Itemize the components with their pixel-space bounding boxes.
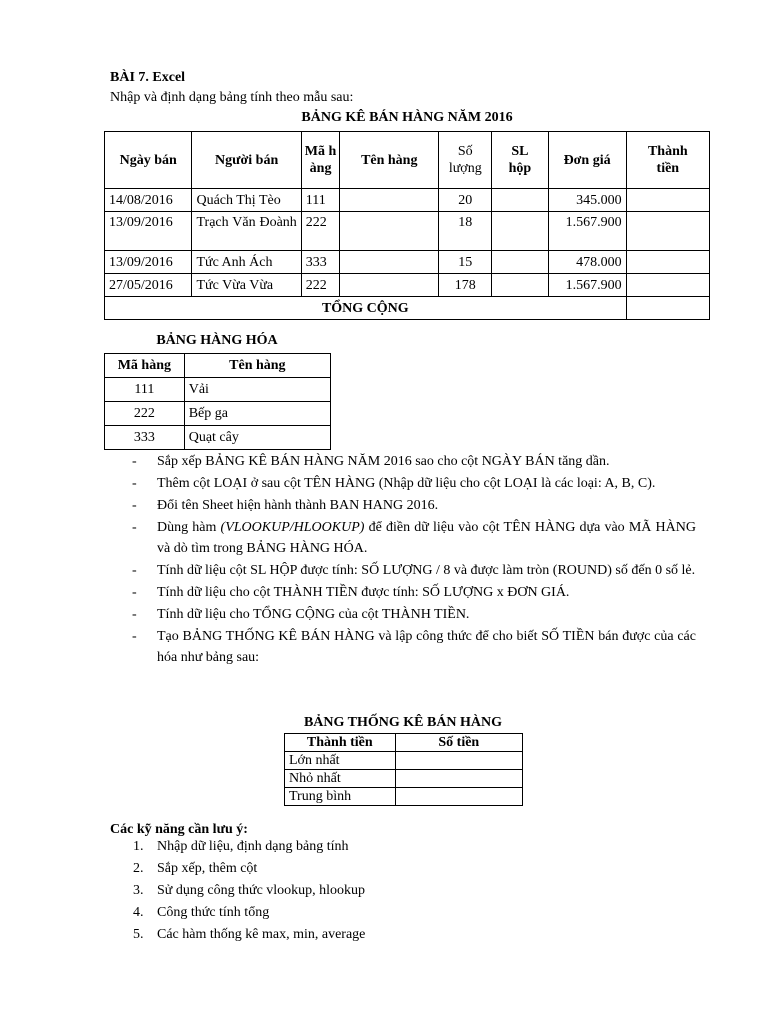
list-item: - Tính dữ liệu cột SL HỘP được tính: SỐ LƯỢNG / 8 và được làm tròn (ROUND) số đến 0 số lẻ. xyxy=(132,563,696,578)
cell-seller: Tức Anh Ách xyxy=(192,251,301,274)
list-item: - Tính dữ liệu cho TỔNG CỘNG của cột THÀNH TIỀN. xyxy=(132,607,470,622)
cell-date: 27/05/2016 xyxy=(105,274,192,297)
cell-total xyxy=(626,274,709,297)
cell-qty: 15 xyxy=(439,251,492,274)
cell-boxes xyxy=(492,251,548,274)
header-ten-hang: Tên hàng xyxy=(184,354,330,378)
header-so-luong: Số lượng xyxy=(439,132,492,189)
cell-value xyxy=(395,770,522,788)
table-row xyxy=(285,752,523,770)
cell-name xyxy=(340,212,439,251)
list-item: 1. Nhập dữ liệu, định dạng bảng tính xyxy=(133,839,349,854)
table-row xyxy=(105,251,710,274)
cell-name: Vải xyxy=(184,378,330,402)
cell-name xyxy=(340,251,439,274)
stats-table-title: BẢNG THỐNG KÊ BÁN HÀNG xyxy=(303,715,503,730)
list-item: 4. Công thức tính tổng xyxy=(133,905,270,920)
header-thanh-tien: Thành tiền xyxy=(626,132,709,189)
header-nguoi-ban: Người bán xyxy=(192,132,301,189)
cell-total xyxy=(626,189,709,212)
sales-table-title: BẢNG KÊ BÁN HÀNG NĂM 2016 xyxy=(301,110,513,125)
stats-header-row xyxy=(285,734,523,752)
list-item: - Đổi tên Sheet hiện hành thành BAN HANG 2016. xyxy=(132,498,439,513)
cell-code: 333 xyxy=(105,426,185,450)
header-sl-hop: SL hộp xyxy=(492,132,548,189)
cell-boxes xyxy=(492,274,548,297)
cell-qty: 20 xyxy=(439,189,492,212)
cell-price: 345.000 xyxy=(548,189,626,212)
task-list xyxy=(132,451,696,669)
cell-seller: Trạch Văn Đoành xyxy=(192,212,301,251)
header-thanh-tien: Thành tiền xyxy=(285,734,396,752)
list-item: 3. Sử dụng công thức vlookup, hlookup xyxy=(133,883,366,898)
cell-total xyxy=(626,251,709,274)
cell-label: Nhỏ nhất xyxy=(285,770,396,788)
list-item: - Dùng hàm (VLOOKUP/HLOOKUP) để điền dữ liệu vào cột TÊN HÀNG dựa vào MÃ HÀNG và dò tìm trong BẢNG HÀNG HÓA. xyxy=(132,520,696,556)
skills-list xyxy=(133,836,533,946)
cell-name: Bếp ga xyxy=(184,402,330,426)
table-row xyxy=(105,402,331,426)
sales-table xyxy=(104,131,710,320)
list-item: - Thêm cột LOẠI ở sau cột TÊN HÀNG (Nhập dữ liệu cho cột LOẠI là các loại: A, B, C). xyxy=(132,476,656,491)
total-label: TỔNG CỘNG xyxy=(105,297,627,320)
cell-qty: 178 xyxy=(439,274,492,297)
header-don-gia: Đơn giá xyxy=(548,132,626,189)
exercise-heading: BÀI 7. Excel xyxy=(110,70,186,85)
cell-code: 222 xyxy=(301,212,340,251)
cell-date: 13/09/2016 xyxy=(105,251,192,274)
cell-price: 1.567.900 xyxy=(548,274,626,297)
goods-table-title: BẢNG HÀNG HÓA xyxy=(156,333,278,348)
table-row xyxy=(105,378,331,402)
cell-label: Lớn nhất xyxy=(285,752,396,770)
cell-date: 14/08/2016 xyxy=(105,189,192,212)
cell-boxes xyxy=(492,212,548,251)
table-row xyxy=(105,274,710,297)
cell-code: 222 xyxy=(105,402,185,426)
cell-code: 333 xyxy=(301,251,340,274)
total-row xyxy=(105,297,710,320)
cell-boxes xyxy=(492,189,548,212)
goods-header-row xyxy=(105,354,331,378)
list-item: 2. Sắp xếp, thêm cột xyxy=(133,861,258,876)
list-item: - Tạo BẢNG THỐNG KÊ BÁN HÀNG và lập công thức để cho biết SỐ TIỀN bán được của các hóa như bảng sau: xyxy=(132,629,696,665)
table-row xyxy=(105,426,331,450)
cell-price: 478.000 xyxy=(548,251,626,274)
cell-value xyxy=(395,752,522,770)
stats-table xyxy=(284,733,523,806)
cell-code: 111 xyxy=(105,378,185,402)
cell-code: 111 xyxy=(301,189,340,212)
list-item: - Tính dữ liệu cho cột THÀNH TIỀN được tính: SỐ LƯỢNG x ĐƠN GIÁ. xyxy=(132,585,570,600)
header-ngay-ban: Ngày bán xyxy=(105,132,192,189)
cell-value xyxy=(395,788,522,806)
list-item: - Sắp xếp BẢNG KÊ BÁN HÀNG NĂM 2016 sao cho cột NGÀY BÁN tăng dần. xyxy=(132,454,610,469)
cell-code: 222 xyxy=(301,274,340,297)
goods-table xyxy=(104,353,331,450)
sales-header-row xyxy=(105,132,710,189)
cell-seller: Tức Vừa Vừa xyxy=(192,274,301,297)
table-row xyxy=(105,189,710,212)
cell-name: Quạt cây xyxy=(184,426,330,450)
table-row xyxy=(285,788,523,806)
cell-label: Trung bình xyxy=(285,788,396,806)
cell-total xyxy=(626,212,709,251)
total-value xyxy=(626,297,709,320)
header-ten-hang: Tên hàng xyxy=(340,132,439,189)
header-so-tien: Số tiền xyxy=(395,734,522,752)
cell-seller: Quách Thị Tèo xyxy=(192,189,301,212)
header-ma-hang: Mã hàng xyxy=(301,132,340,189)
table-row xyxy=(285,770,523,788)
cell-date: 13/09/2016 xyxy=(105,212,192,251)
cell-name xyxy=(340,189,439,212)
list-item: 5. Các hàm thống kê max, min, average xyxy=(133,927,366,942)
cell-qty: 18 xyxy=(439,212,492,251)
exercise-intro: Nhập và định dạng bảng tính theo mẫu sau: xyxy=(110,90,354,105)
skills-title: Các kỹ năng cần lưu ý: xyxy=(110,822,248,837)
header-ma-hang: Mã hàng xyxy=(105,354,185,378)
cell-name xyxy=(340,274,439,297)
table-row xyxy=(105,212,710,251)
cell-price: 1.567.900 xyxy=(548,212,626,251)
